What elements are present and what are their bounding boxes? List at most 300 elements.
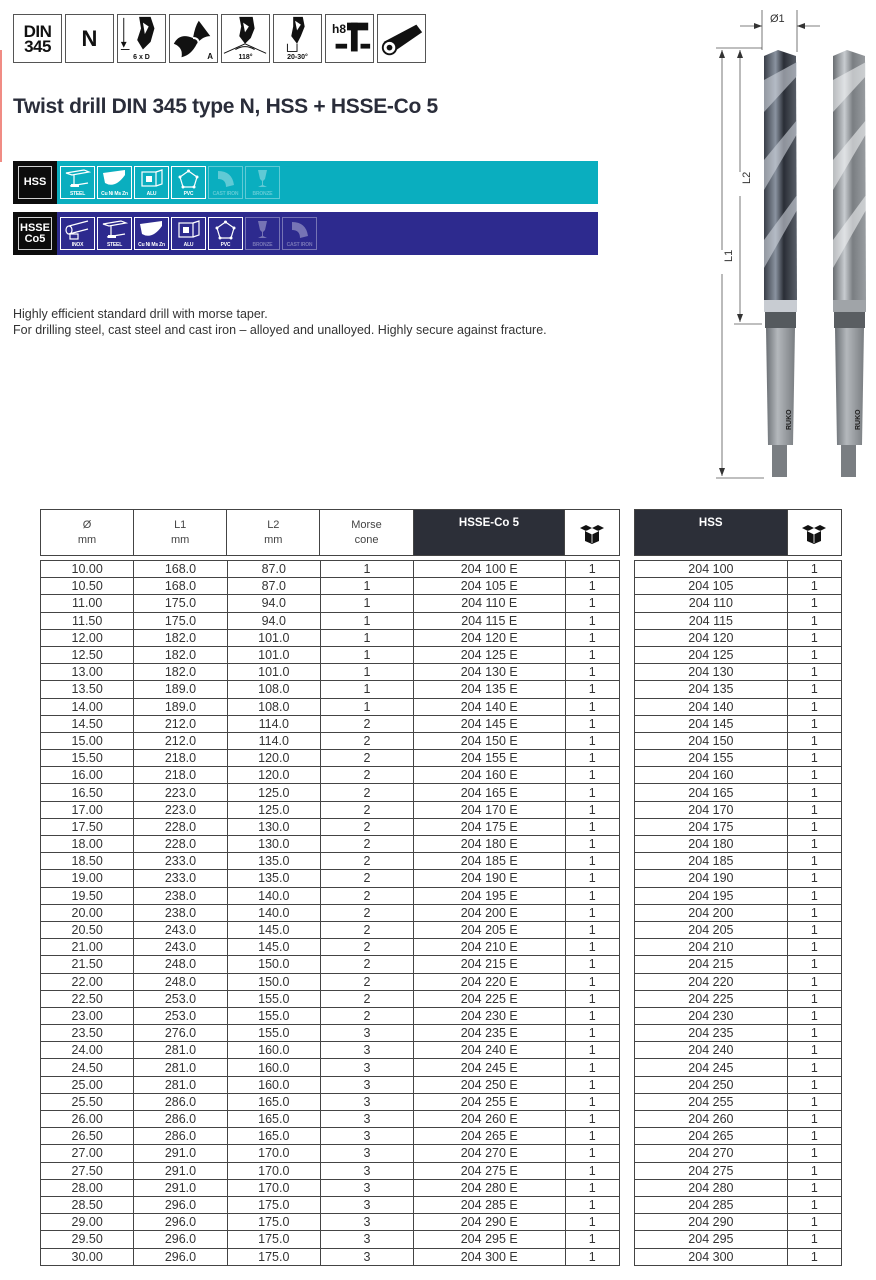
table-row: [41, 698, 620, 715]
cell-l2: 108.0: [227, 698, 320, 715]
table-row: [635, 681, 842, 698]
table-row: [41, 1025, 620, 1042]
cell-diameter: 27.50: [41, 1162, 134, 1179]
table-row: [41, 904, 620, 921]
table-row: [41, 1093, 620, 1110]
cell-hss-pack-qty: 1: [787, 698, 841, 715]
hss-material-bar: [13, 161, 598, 204]
cell-l2: 175.0: [227, 1231, 320, 1248]
table-row: [41, 1196, 620, 1213]
cell-diameter: 21.00: [41, 939, 134, 956]
din-label: DIN: [23, 21, 52, 41]
cell-morse-cone: 2: [320, 939, 413, 956]
cell-hss-pack-qty: 1: [787, 990, 841, 1007]
table-row: [635, 1162, 842, 1179]
hss-material-pvc: [171, 166, 206, 199]
diameter-label: Ø1: [770, 13, 785, 25]
cell-hss-article: 204 255: [635, 1093, 788, 1110]
cell-morse-cone: 3: [320, 1076, 413, 1093]
cell-hss-article: 204 265: [635, 1128, 788, 1145]
table-row: [635, 767, 842, 784]
cell-hsse-pack-qty: 1: [565, 664, 620, 681]
cell-hss-article: 204 120: [635, 629, 788, 646]
cell-hss-pack-qty: 1: [787, 921, 841, 938]
cell-diameter: 18.00: [41, 836, 134, 853]
hss-brand-mark: RUKO: [855, 409, 862, 430]
hsse-label: [18, 217, 52, 250]
cell-diameter: 14.00: [41, 698, 134, 715]
cell-hss-article: 204 190: [635, 870, 788, 887]
cell-morse-cone: 2: [320, 904, 413, 921]
cell-hss-article: 204 295: [635, 1231, 788, 1248]
l1-label: L1: [723, 249, 735, 262]
cell-hsse-pack-qty: 1: [565, 990, 620, 1007]
accent-line: [0, 50, 2, 162]
cell-morse-cone: 3: [320, 1128, 413, 1145]
material-label: BRONZE: [252, 191, 273, 197]
cell-hsse-pack-qty: 1: [565, 1042, 620, 1059]
cell-hss-pack-qty: 1: [787, 1025, 841, 1042]
cell-morse-cone: 2: [320, 767, 413, 784]
cell-l1: 276.0: [134, 1025, 227, 1042]
cell-l1: 243.0: [134, 939, 227, 956]
cell-morse-cone: 3: [320, 1111, 413, 1128]
cell-hsse-pack-qty: 1: [565, 612, 620, 629]
cell-l1: 182.0: [134, 664, 227, 681]
cell-l2: 135.0: [227, 853, 320, 870]
cell-hsse-pack-qty: 1: [565, 1214, 620, 1231]
cell-hss-pack-qty: 1: [787, 561, 841, 578]
table-row: [635, 1145, 842, 1162]
cell-hss-article: 204 130: [635, 664, 788, 681]
cell-morse-cone: 2: [320, 921, 413, 938]
cell-hsse-pack-qty: 1: [565, 578, 620, 595]
cell-diameter: 24.50: [41, 1059, 134, 1076]
material-label: CAST IRON: [212, 191, 239, 197]
cell-diameter: 19.00: [41, 870, 134, 887]
cell-diameter: 12.50: [41, 646, 134, 663]
table-row: [41, 1214, 620, 1231]
cell-l2: 114.0: [227, 715, 320, 732]
cell-diameter: 29.00: [41, 1214, 134, 1231]
table-row: [41, 750, 620, 767]
cell-hsse-pack-qty: 1: [565, 750, 620, 767]
cell-hss-pack-qty: 1: [787, 1093, 841, 1110]
table-row: [41, 629, 620, 646]
cell-hsse-pack-qty: 1: [565, 1231, 620, 1248]
cell-diameter: 26.00: [41, 1111, 134, 1128]
cell-l2: 101.0: [227, 664, 320, 681]
cell-morse-cone: 1: [320, 561, 413, 578]
cell-hsse-pack-qty: 1: [565, 1248, 620, 1265]
cell-hsse-pack-qty: 1: [565, 801, 620, 818]
cell-l1: 233.0: [134, 853, 227, 870]
cell-l2: 145.0: [227, 921, 320, 938]
table-row: [635, 853, 842, 870]
cell-l2: 175.0: [227, 1214, 320, 1231]
cell-l1: 281.0: [134, 1059, 227, 1076]
cell-l1: 296.0: [134, 1231, 227, 1248]
hsse-material-cast-iron: [282, 217, 317, 250]
point-angle-caption: 118°: [238, 54, 253, 61]
hsse-material-list: [60, 217, 317, 250]
cell-hsse-pack-qty: 1: [565, 1196, 620, 1213]
hsse-material-steel: [97, 217, 132, 250]
cell-hss-pack-qty: 1: [787, 612, 841, 629]
hsse-label-line2: Co5: [24, 232, 46, 245]
cell-l2: 170.0: [227, 1162, 320, 1179]
table-row: [635, 1059, 842, 1076]
cell-diameter: 27.00: [41, 1145, 134, 1162]
hss-article-table: [634, 560, 842, 1266]
cell-hsse-article: 204 120 E: [413, 629, 565, 646]
cell-hsse-pack-qty: 1: [565, 1093, 620, 1110]
cell-l2: 155.0: [227, 1025, 320, 1042]
cell-diameter: 12.00: [41, 629, 134, 646]
table-row: [635, 715, 842, 732]
cell-hsse-article: 204 230 E: [413, 1007, 565, 1024]
cell-hsse-article: 204 115 E: [413, 612, 565, 629]
cell-l2: 101.0: [227, 629, 320, 646]
cell-l1: 182.0: [134, 646, 227, 663]
table-row: [41, 990, 620, 1007]
cell-hss-article: 204 180: [635, 836, 788, 853]
cell-l2: 155.0: [227, 1007, 320, 1024]
cell-hss-pack-qty: 1: [787, 750, 841, 767]
cell-diameter: 25.50: [41, 1093, 134, 1110]
cell-hsse-article: 204 100 E: [413, 561, 565, 578]
header-hss: HSS: [635, 510, 788, 556]
table-row: [41, 1042, 620, 1059]
bronze-cup-icon: [249, 220, 276, 240]
cell-l2: 165.0: [227, 1111, 320, 1128]
hss-material-alu: [134, 166, 169, 199]
cell-l2: 87.0: [227, 561, 320, 578]
table-row: [41, 887, 620, 904]
table-row: [635, 1214, 842, 1231]
cell-morse-cone: 1: [320, 664, 413, 681]
cell-diameter: 20.50: [41, 921, 134, 938]
cell-morse-cone: 1: [320, 681, 413, 698]
din-number: 345: [24, 36, 51, 56]
drill-depth-icon: [117, 14, 166, 63]
cell-hsse-pack-qty: 1: [565, 767, 620, 784]
table-row: [635, 732, 842, 749]
cell-l1: 248.0: [134, 956, 227, 973]
cell-hss-article: 204 285: [635, 1196, 788, 1213]
header-morse-cone: Morse cone: [320, 510, 413, 556]
cell-diameter: 17.50: [41, 818, 134, 835]
drill-illustration: [700, 0, 876, 490]
depth-caption: 6 x D: [133, 54, 150, 61]
cell-morse-cone: 2: [320, 836, 413, 853]
table-row: [41, 715, 620, 732]
cell-hsse-article: 204 210 E: [413, 939, 565, 956]
cell-morse-cone: 3: [320, 1248, 413, 1265]
aluminium-profile-icon: [175, 220, 202, 240]
table-row: [635, 578, 842, 595]
cell-l2: 120.0: [227, 750, 320, 767]
material-label: PVC: [183, 191, 194, 197]
cell-l2: 120.0: [227, 767, 320, 784]
cell-l1: 243.0: [134, 921, 227, 938]
cell-l2: 170.0: [227, 1145, 320, 1162]
cell-l1: 168.0: [134, 561, 227, 578]
cell-hss-article: 204 215: [635, 956, 788, 973]
product-description: [13, 306, 547, 338]
type-n-badge: [65, 14, 114, 63]
cell-l1: 291.0: [134, 1179, 227, 1196]
cell-hss-pack-qty: 1: [787, 784, 841, 801]
cell-hss-article: 204 200: [635, 904, 788, 921]
table-row: [41, 1111, 620, 1128]
hss-material-bronze: [245, 166, 280, 199]
table-row: [41, 870, 620, 887]
cell-morse-cone: 3: [320, 1162, 413, 1179]
cell-hsse-pack-qty: 1: [565, 629, 620, 646]
cell-l2: 175.0: [227, 1248, 320, 1265]
helix-angle-caption: 20-30°: [287, 54, 308, 61]
cell-hsse-article: 204 205 E: [413, 921, 565, 938]
table-row: [41, 612, 620, 629]
cell-diameter: 24.00: [41, 1042, 134, 1059]
cell-hsse-pack-qty: 1: [565, 1007, 620, 1024]
cell-hss-pack-qty: 1: [787, 629, 841, 646]
pvc-pentagon-icon: [212, 220, 239, 240]
header-hss-pack-quantity: [787, 510, 841, 556]
material-label: ALU: [146, 191, 157, 197]
cell-hsse-pack-qty: 1: [565, 939, 620, 956]
cell-hsse-article: 204 295 E: [413, 1231, 565, 1248]
cell-l2: 130.0: [227, 818, 320, 835]
table-row: [635, 784, 842, 801]
cell-l2: 175.0: [227, 1196, 320, 1213]
cell-hss-pack-qty: 1: [787, 887, 841, 904]
open-box-icon: [801, 522, 827, 544]
cell-diameter: 23.50: [41, 1025, 134, 1042]
cell-l2: 140.0: [227, 904, 320, 921]
table-row: [41, 578, 620, 595]
table-row: [635, 750, 842, 767]
cell-hss-pack-qty: 1: [787, 578, 841, 595]
table-row: [635, 646, 842, 663]
cell-l1: 281.0: [134, 1076, 227, 1093]
cell-hss-pack-qty: 1: [787, 1111, 841, 1128]
table-row: [41, 836, 620, 853]
cell-diameter: 10.00: [41, 561, 134, 578]
cell-l1: 175.0: [134, 595, 227, 612]
cell-hsse-article: 204 125 E: [413, 646, 565, 663]
hsse-material-cu-ni-ms-zn: [134, 217, 169, 250]
point-type-icon: [169, 14, 218, 63]
table-row: [41, 1231, 620, 1248]
cell-hss-article: 204 195: [635, 887, 788, 904]
table-row: [41, 1179, 620, 1196]
cell-diameter: 13.50: [41, 681, 134, 698]
cell-hsse-article: 204 150 E: [413, 732, 565, 749]
cell-hsse-article: 204 240 E: [413, 1042, 565, 1059]
point-angle-icon: [221, 14, 270, 63]
cell-hss-pack-qty: 1: [787, 715, 841, 732]
cell-hss-pack-qty: 1: [787, 1196, 841, 1213]
table-row: [635, 1231, 842, 1248]
table-row: [635, 1025, 842, 1042]
cell-hsse-article: 204 220 E: [413, 973, 565, 990]
cell-diameter: 15.50: [41, 750, 134, 767]
table-row: [41, 784, 620, 801]
steel-beam-icon: [101, 220, 128, 240]
cell-hss-pack-qty: 1: [787, 1231, 841, 1248]
cell-morse-cone: 1: [320, 629, 413, 646]
cast-iron-pipe-icon: [286, 220, 313, 240]
open-box-icon: [579, 522, 605, 544]
table-row: [635, 1128, 842, 1145]
cell-l1: 281.0: [134, 1042, 227, 1059]
table-row: [41, 956, 620, 973]
cell-hss-article: 204 160: [635, 767, 788, 784]
table-row: [635, 561, 842, 578]
cell-l1: 296.0: [134, 1248, 227, 1265]
cell-hsse-pack-qty: 1: [565, 1076, 620, 1093]
hsse-label-box: [13, 212, 57, 255]
cell-diameter: 14.50: [41, 715, 134, 732]
table-row: [635, 1076, 842, 1093]
table-row: [41, 921, 620, 938]
cell-hss-article: 204 100: [635, 561, 788, 578]
hsse-label-line1: HSSE: [20, 221, 50, 234]
morse-taper-shank-icon: [377, 14, 426, 63]
table-row: [635, 698, 842, 715]
helix-angle-icon: [273, 14, 322, 63]
cell-hss-pack-qty: 1: [787, 1128, 841, 1145]
table-row: [635, 1179, 842, 1196]
cell-hsse-pack-qty: 1: [565, 732, 620, 749]
cell-morse-cone: 3: [320, 1025, 413, 1042]
cell-hss-article: 204 150: [635, 732, 788, 749]
cell-hss-pack-qty: 1: [787, 1179, 841, 1196]
cell-l1: 291.0: [134, 1145, 227, 1162]
cell-hsse-article: 204 260 E: [413, 1111, 565, 1128]
cell-hss-article: 204 275: [635, 1162, 788, 1179]
cell-hss-pack-qty: 1: [787, 853, 841, 870]
cell-hsse-article: 204 105 E: [413, 578, 565, 595]
table-row: [635, 801, 842, 818]
cell-hsse-pack-qty: 1: [565, 904, 620, 921]
cell-hss-article: 204 110: [635, 595, 788, 612]
cell-morse-cone: 3: [320, 1145, 413, 1162]
table-row: [635, 1042, 842, 1059]
header-diameter: Ø mm: [41, 510, 134, 556]
cell-diameter: 25.00: [41, 1076, 134, 1093]
header-pack-quantity: [565, 510, 620, 556]
cell-diameter: 15.00: [41, 732, 134, 749]
cell-morse-cone: 1: [320, 595, 413, 612]
cell-hsse-pack-qty: 1: [565, 973, 620, 990]
din-345-badge: [13, 14, 62, 63]
cell-diameter: 20.00: [41, 904, 134, 921]
cell-hsse-pack-qty: 1: [565, 921, 620, 938]
cell-l2: 150.0: [227, 956, 320, 973]
cell-hsse-article: 204 185 E: [413, 853, 565, 870]
table-row: [635, 629, 842, 646]
table-row: [41, 1059, 620, 1076]
material-label: PVC: [220, 242, 231, 248]
table-row: [41, 973, 620, 990]
table-row: [635, 870, 842, 887]
cell-hsse-article: 204 175 E: [413, 818, 565, 835]
cell-hss-pack-qty: 1: [787, 681, 841, 698]
tolerance-icon: [325, 14, 374, 63]
cell-l2: 130.0: [227, 836, 320, 853]
cell-l1: 296.0: [134, 1214, 227, 1231]
cell-hsse-article: 204 270 E: [413, 1145, 565, 1162]
table-row: [41, 732, 620, 749]
cell-hsse-article: 204 290 E: [413, 1214, 565, 1231]
cell-hss-article: 204 220: [635, 973, 788, 990]
cell-l2: 108.0: [227, 681, 320, 698]
cell-hsse-article: 204 190 E: [413, 870, 565, 887]
cell-morse-cone: 2: [320, 853, 413, 870]
cell-morse-cone: 1: [320, 578, 413, 595]
cell-hss-pack-qty: 1: [787, 767, 841, 784]
table-row: [41, 1076, 620, 1093]
cell-hss-pack-qty: 1: [787, 664, 841, 681]
cell-hsse-article: 204 160 E: [413, 767, 565, 784]
cell-hss-article: 204 205: [635, 921, 788, 938]
cell-morse-cone: 3: [320, 1179, 413, 1196]
cell-l1: 233.0: [134, 870, 227, 887]
table-row: [635, 939, 842, 956]
table-row: [41, 646, 620, 663]
cell-hsse-article: 204 225 E: [413, 990, 565, 1007]
hss-table-header: [634, 509, 842, 556]
cell-morse-cone: 3: [320, 1093, 413, 1110]
hss-material-steel: [60, 166, 95, 199]
table-row: [635, 1007, 842, 1024]
cell-morse-cone: 2: [320, 870, 413, 887]
cell-hss-article: 204 185: [635, 853, 788, 870]
table-row: [41, 561, 620, 578]
cell-hss-article: 204 225: [635, 990, 788, 1007]
cell-hss-pack-qty: 1: [787, 1007, 841, 1024]
cell-l1: 286.0: [134, 1111, 227, 1128]
cell-hss-article: 204 260: [635, 1111, 788, 1128]
table-row: [635, 612, 842, 629]
cell-hss-pack-qty: 1: [787, 904, 841, 921]
cell-morse-cone: 2: [320, 732, 413, 749]
table-row: [635, 595, 842, 612]
table-row: [41, 1162, 620, 1179]
metal-profile-icon: [101, 169, 128, 189]
cell-hss-article: 204 165: [635, 784, 788, 801]
hss-material-cast-iron: [208, 166, 243, 199]
cell-hss-pack-qty: 1: [787, 595, 841, 612]
table-row: [41, 939, 620, 956]
table-row: [41, 818, 620, 835]
cell-hss-article: 204 135: [635, 681, 788, 698]
cell-hsse-pack-qty: 1: [565, 1059, 620, 1076]
table-row: [635, 818, 842, 835]
cell-hsse-pack-qty: 1: [565, 1025, 620, 1042]
cell-diameter: 28.50: [41, 1196, 134, 1213]
table-row: [635, 836, 842, 853]
steel-beam-icon: [64, 169, 91, 189]
cell-hss-article: 204 300: [635, 1248, 788, 1265]
cell-morse-cone: 2: [320, 801, 413, 818]
material-label: STEEL: [69, 191, 86, 197]
cell-l2: 170.0: [227, 1179, 320, 1196]
dim-arrow-left: [754, 23, 762, 29]
